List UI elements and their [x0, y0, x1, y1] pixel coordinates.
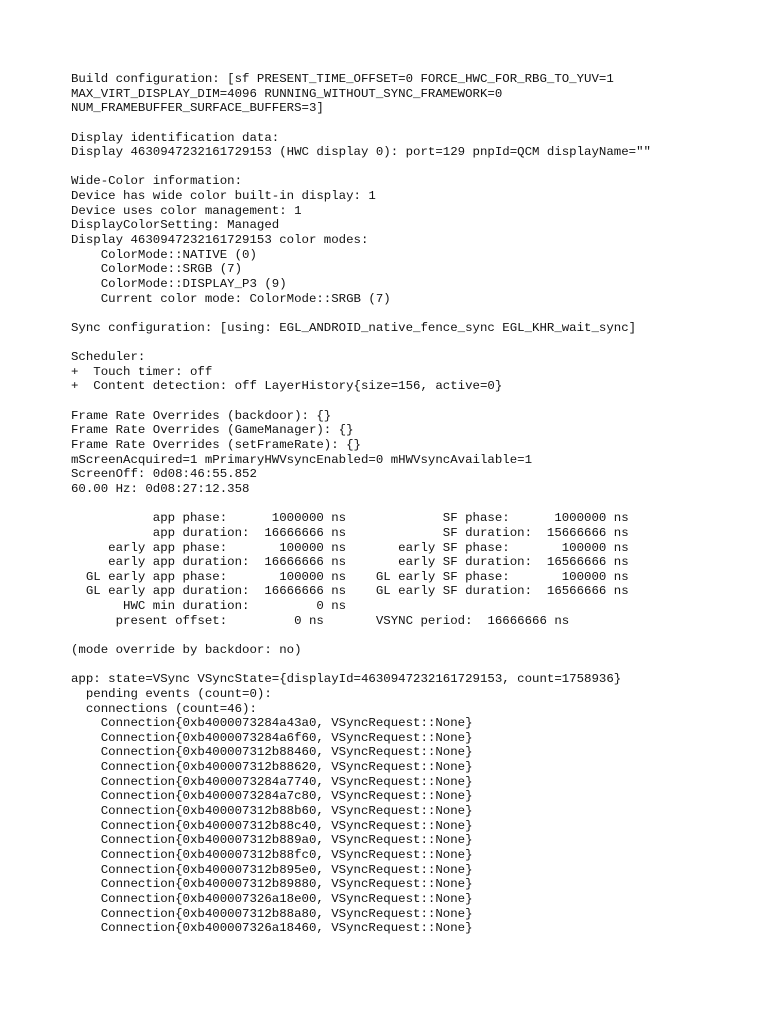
text-line: Scheduler:: [71, 350, 146, 365]
blank-line: [71, 628, 751, 643]
text-line: app phase: 1000000 ns SF phase: 1000000 ns: [71, 511, 629, 526]
text-line: NUM_FRAMEBUFFER_SURFACE_BUFFERS=3]: [71, 101, 324, 116]
blank-line: [71, 394, 751, 409]
blank-line: [71, 306, 751, 321]
text-line: + Touch timer: off: [71, 364, 213, 379]
text-line: Connection{0xb400007312b88c40, VSyncRequest::None}: [71, 818, 473, 833]
text-line: DisplayColorSetting: Managed: [71, 218, 280, 233]
text-line: pending events (count=0):: [71, 686, 272, 701]
text-line: Connection{0xb400007312b895e0, VSyncRequest::None}: [71, 862, 473, 877]
text-line: Connection{0xb400007312b88a80, VSyncRequest::None}: [71, 906, 473, 921]
text-line: GL early app duration: 16666666 ns GL early SF duration: 16566666 ns: [71, 584, 629, 599]
text-line: Current color mode: ColorMode::SRGB (7): [71, 291, 391, 306]
text-line: Connection{0xb400007312b88460, VSyncRequest::None}: [71, 745, 473, 760]
dumpsys-text-document: [71, 72, 751, 936]
text-line: Connection{0xb400007312b88b60, VSyncRequest::None}: [71, 804, 473, 819]
text-line: HWC min duration: 0 ns: [71, 599, 347, 614]
blank-line: [71, 658, 751, 673]
text-line: GL early app phase: 100000 ns GL early SF phase: 100000 ns: [71, 569, 629, 584]
text-line: 60.00 Hz: 0d08:27:12.358: [71, 481, 250, 496]
text-line: Connection{0xb400007312b89880, VSyncRequest::None}: [71, 877, 473, 892]
text-line: Device has wide color built-in display: 1: [71, 189, 376, 204]
text-line: MAX_VIRT_DISPLAY_DIM=4096 RUNNING_WITHOUT_SYNC_FRAMEWORK=0: [71, 86, 503, 101]
text-line: early app phase: 100000 ns early SF phase: 100000 ns: [71, 540, 629, 555]
text-line: ColorMode::SRGB (7): [71, 262, 243, 277]
text-line: Display 4630947232161729153 color modes:: [71, 233, 369, 248]
text-line: Frame Rate Overrides (setFrameRate): {}: [71, 438, 361, 453]
text-line: app duration: 16666666 ns SF duration: 15666666 ns: [71, 525, 629, 540]
text-line: Connection{0xb400007326a18e00, VSyncRequest::None}: [71, 891, 473, 906]
text-line: Connection{0xb4000073284a7740, VSyncRequest::None}: [71, 774, 473, 789]
text-line: Connection{0xb400007312b88fc0, VSyncRequest::None}: [71, 847, 473, 862]
blank-line: [71, 497, 751, 512]
text-line: Build configuration: [sf PRESENT_TIME_OFFSET=0 FORCE_HWC_FOR_RBG_TO_YUV=1: [71, 72, 614, 86]
text-line: Frame Rate Overrides (GameManager): {}: [71, 423, 354, 438]
text-line: Device uses color management: 1: [71, 203, 302, 218]
text-line: ColorMode::NATIVE (0): [71, 247, 257, 262]
text-line: connections (count=46):: [71, 701, 257, 716]
text-line: Connection{0xb4000073284a7c80, VSyncRequest::None}: [71, 789, 473, 804]
text-line: Display 4630947232161729153 (HWC display 0): port=129 pnpId=QCM displayName="": [71, 145, 651, 160]
text-line: Connection{0xb4000073284a43a0, VSyncRequest::None}: [71, 716, 473, 731]
blank-line: [71, 116, 751, 131]
text-line: Frame Rate Overrides (backdoor): {}: [71, 408, 332, 423]
text-line: app: state=VSync VSyncState={displayId=4630947232161729153, count=1758936}: [71, 672, 622, 687]
text-line: Connection{0xb400007326a18460, VSyncRequest::None}: [71, 921, 473, 936]
text-line: mScreenAcquired=1 mPrimaryHWVsyncEnabled=0 mHWVsyncAvailable=1: [71, 452, 533, 467]
text-line: ScreenOff: 0d08:46:55.852: [71, 467, 257, 482]
text-line: Display identification data:: [71, 130, 280, 145]
text-line: Connection{0xb400007312b88620, VSyncRequest::None}: [71, 760, 473, 775]
blank-line: [71, 160, 751, 175]
text-line: ColorMode::DISPLAY_P3 (9): [71, 276, 287, 291]
text-line: + Content detection: off LayerHistory{size=156, active=0}: [71, 379, 503, 394]
text-line: early app duration: 16666666 ns early SF duration: 16566666 ns: [71, 555, 629, 570]
text-line: present offset: 0 ns VSYNC period: 16666666 ns: [71, 613, 570, 628]
text-line: Connection{0xb4000073284a6f60, VSyncRequest::None}: [71, 730, 473, 745]
text-line: Sync configuration: [using: EGL_ANDROID_native_fence_sync EGL_KHR_wait_sync]: [71, 320, 637, 335]
blank-line: [71, 336, 751, 351]
text-line: (mode override by backdoor: no): [71, 642, 302, 657]
text-line: Wide-Color information:: [71, 174, 243, 189]
text-line: Connection{0xb400007312b889a0, VSyncRequest::None}: [71, 833, 473, 848]
